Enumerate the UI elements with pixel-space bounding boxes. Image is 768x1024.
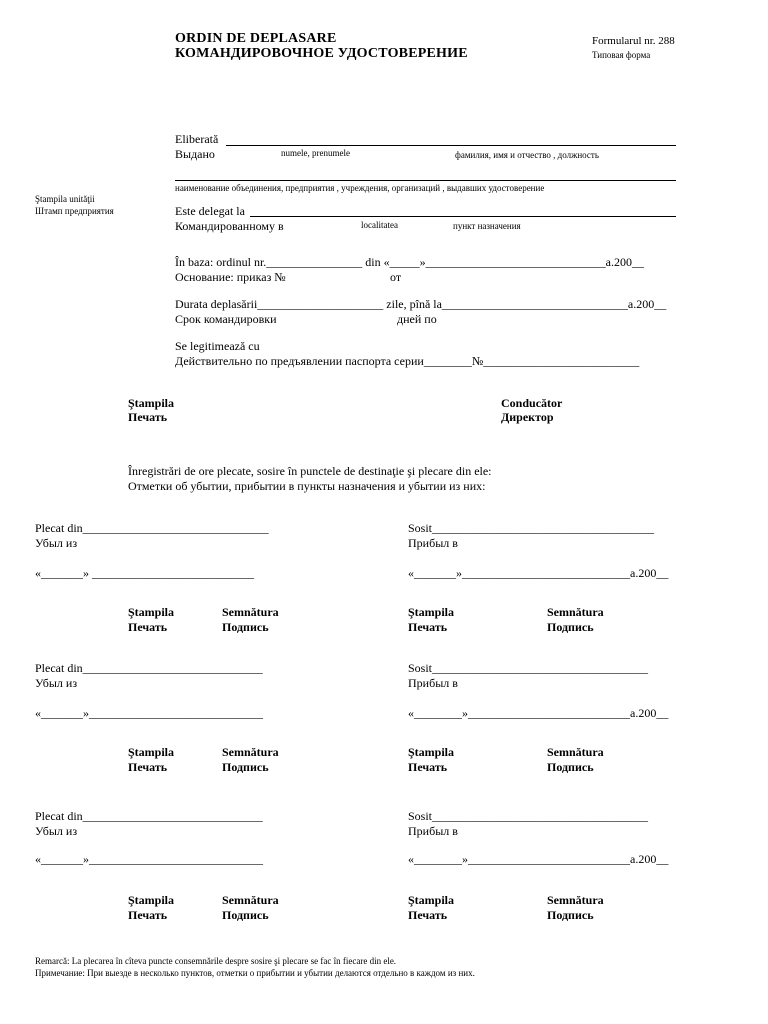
signature-label-ru: Подпись — [222, 908, 269, 922]
departure-date-line[interactable]: «_______»_____________________________ — [35, 852, 263, 866]
stamp-label-ro: Ştampila — [128, 605, 175, 619]
duration-ru-label: Срок командировки — [175, 312, 277, 326]
issued-hint-ru: фамилия, имя и отчество , должность — [455, 150, 599, 160]
form-number: Formularul nr. 288 — [592, 35, 675, 47]
basis-order-line[interactable]: În baza: ordinul nr.________________ din «_____»______________________________a.200__ — [175, 255, 644, 269]
title-ro: ORDIN DE DEPLASARE — [175, 31, 337, 46]
records-intro-ru: Отметки об убытии, прибытии в пункты назначения и убытии из них: — [128, 479, 486, 493]
locality-hint: localitatea — [361, 220, 398, 230]
signature-label-ro: Semnătura — [222, 605, 279, 619]
departed-line[interactable]: Plecat din______________________________ — [35, 661, 263, 675]
signature-label-ro: Semnătura — [222, 745, 279, 759]
stamp-label-ru: Печать — [128, 908, 168, 922]
stamp-label-ro: Ştampila — [408, 605, 455, 619]
arrived-label-ru: Прибыл в — [408, 824, 458, 838]
organization-line[interactable] — [175, 180, 676, 181]
departed-label-ru: Убыл из — [35, 824, 78, 838]
stamp-label-ru: Печать — [128, 410, 168, 424]
title-ru: КОМАНДИРОВОЧНОЕ УДОСТОВЕРЕНИЕ — [175, 46, 468, 61]
legit-label-ro: Se legitimează cu — [175, 339, 260, 353]
remark-ro: Remarcă: La plecarea în cîteva puncte consemnările despre sosire şi plecare se fac în fiecare din ele. — [35, 956, 397, 966]
unit-stamp-label-ro: Ştampila unităţii — [35, 194, 95, 204]
signature-label-ro: Semnătura — [222, 893, 279, 907]
delegated-line[interactable] — [250, 216, 676, 217]
departure-date-line[interactable]: «_______» ___________________________ — [35, 566, 254, 580]
arrival-date-line[interactable]: «_______»____________________________a.200__ — [408, 566, 669, 580]
signature-label-ru: Подпись — [547, 760, 594, 774]
stamp-label-ro: Ştampila — [408, 745, 455, 759]
arrived-line[interactable]: Sosit____________________________________ — [408, 661, 649, 675]
departed-label-ru: Убыл из — [35, 676, 78, 690]
arrived-label-ru: Прибыл в — [408, 536, 458, 550]
departed-line[interactable]: Plecat din_______________________________ — [35, 521, 269, 535]
basis-ru-label: Основание: приказ № — [175, 270, 286, 284]
stamp-label-ru: Печать — [408, 760, 448, 774]
director-label-ru: Директор — [501, 410, 554, 424]
arrival-date-line[interactable]: «________»___________________________a.200__ — [408, 706, 669, 720]
arrived-label-ru: Прибыл в — [408, 676, 458, 690]
issued-label-ro: Eliberată — [175, 132, 219, 146]
basis-ru-from: от — [390, 270, 402, 284]
stamp-label-ro: Ştampila — [128, 893, 175, 907]
departure-date-line[interactable]: «_______»_____________________________ — [35, 706, 263, 720]
unit-stamp-label-ru: Штамп предприятия — [35, 206, 114, 216]
issued-label-ru: Выдано — [175, 147, 215, 161]
arrived-line[interactable]: Sosit_____________________________________ — [408, 521, 655, 535]
signature-label-ru: Подпись — [547, 908, 594, 922]
stamp-label-ro: Ştampila — [128, 745, 175, 759]
signature-label-ru: Подпись — [547, 620, 594, 634]
stamp-label-ru: Печать — [128, 760, 168, 774]
arrival-date-line[interactable]: «________»___________________________a.200__ — [408, 852, 669, 866]
stamp-label-ro: Ştampila — [408, 893, 455, 907]
form-type: Типовая форма — [592, 50, 651, 60]
signature-label-ru: Подпись — [222, 620, 269, 634]
signature-label-ro: Semnătura — [547, 893, 604, 907]
departed-line[interactable]: Plecat din______________________________ — [35, 809, 263, 823]
issued-hint-name: numele, prenumele — [281, 148, 350, 158]
arrived-line[interactable]: Sosit____________________________________ — [408, 809, 649, 823]
director-label-ro: Conducător — [501, 396, 563, 410]
stamp-label-ro: Ştampila — [128, 396, 175, 410]
duration-ru-until: дней по — [397, 312, 437, 326]
delegated-label-ro: Este delegat la — [175, 204, 245, 218]
stamp-label-ru: Печать — [408, 620, 448, 634]
organization-hint: наименование объединения, предприятия , учреждения, организаций , выдавших удостоверение — [175, 183, 545, 193]
delegated-label-ru: Командированному в — [175, 219, 284, 233]
stamp-label-ru: Печать — [128, 620, 168, 634]
signature-label-ru: Подпись — [222, 760, 269, 774]
departed-label-ru: Убыл из — [35, 536, 78, 550]
records-intro-ro: Înregistrări de ore plecate, sosire în punctele de destinaţie şi plecare din ele: — [128, 464, 492, 478]
remark-ru: Примечание: При выезде в несколько пунктов, отметки о прибытии и убытии делаются отдельно в каждом из них. — [35, 968, 475, 978]
issued-line[interactable] — [226, 145, 676, 146]
signature-label-ro: Semnătura — [547, 745, 604, 759]
duration-line[interactable]: Durata deplasării_____________________ zile, pînă la_______________________________a.200__ — [175, 297, 667, 311]
passport-line[interactable]: Действительно по предъявлении паспорта серии________№__________________________ — [175, 354, 640, 368]
destination-hint: пункт назначения — [453, 221, 521, 231]
signature-label-ro: Semnătura — [547, 605, 604, 619]
stamp-label-ru: Печать — [408, 908, 448, 922]
